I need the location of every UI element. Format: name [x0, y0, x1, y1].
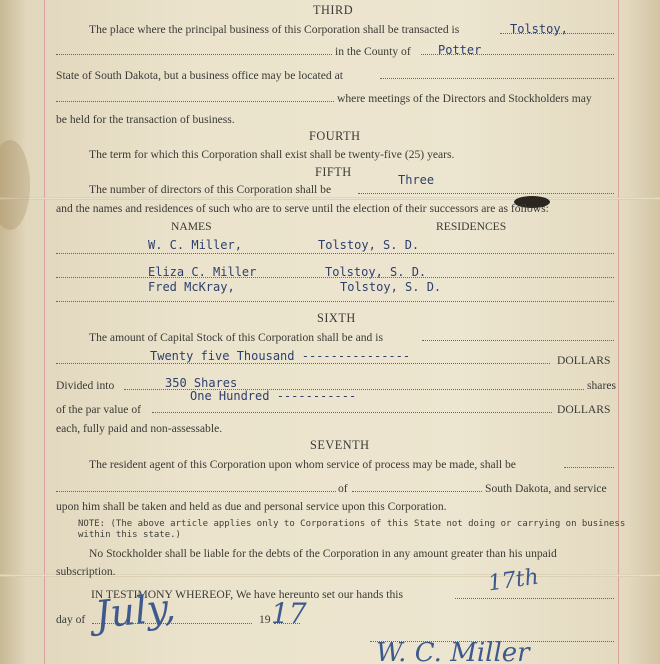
fill-line	[152, 412, 552, 413]
text-line: be held for the transaction of business.	[56, 113, 235, 126]
director-residence: Tolstoy, S. D.	[325, 265, 427, 279]
text-line: in the County of	[335, 45, 411, 58]
text-line: State of South Dakota, but a business office may be located at	[56, 69, 343, 82]
typed-county: Potter	[438, 43, 482, 57]
fill-line	[56, 491, 336, 492]
text-line: where meetings of the Directors and Stockholders may	[337, 92, 592, 105]
fill-line	[56, 277, 614, 278]
fill-line	[56, 253, 614, 254]
heading-fifth: FIFTH	[315, 165, 352, 179]
text-line: upon him shall be taken and held as due and personal service upon this Corporation.	[56, 500, 447, 513]
fill-line	[56, 101, 334, 102]
handwritten-month: July,	[92, 584, 178, 638]
text-line: shares	[587, 379, 616, 392]
paper-stain	[0, 140, 30, 230]
fill-line	[422, 340, 614, 341]
typed-capital-amount: Twenty five Thousand ---------------	[150, 349, 411, 363]
text-line: 19	[259, 613, 271, 626]
fill-line	[56, 54, 332, 55]
heading-third: THIRD	[313, 3, 354, 17]
director-residence: Tolstoy, S. D.	[340, 280, 442, 294]
names-header: NAMES	[171, 220, 212, 233]
text-line: The place where the principal business of this Corporation shall be transacted is	[89, 23, 460, 36]
text-line: The resident agent of this Corporation upon whom service of process may be made, shall be	[89, 458, 516, 471]
margin-rule	[44, 0, 45, 664]
text-line: The amount of Capital Stock of this Corporation shall be and is	[89, 331, 383, 344]
text-line: of	[338, 482, 348, 495]
fill-line	[358, 193, 614, 194]
fold-crease	[0, 197, 660, 200]
director-name: Eliza C. Miller	[148, 265, 257, 279]
text-line: IN TESTIMONY WHEREOF, We have hereunto set our hands this	[91, 588, 403, 601]
text-line: South Dakota, and service	[485, 482, 607, 495]
residences-header: RESIDENCES	[436, 220, 507, 233]
director-name: Fred McKray,	[148, 280, 235, 294]
text-line: The number of directors of this Corporation shall be	[89, 183, 332, 196]
text-line: each, fully paid and non-assessable.	[56, 422, 223, 435]
text-line: and the names and residences of such who are to serve until the election of their successors are as follows:	[56, 202, 549, 215]
director-residence: Tolstoy, S. D.	[318, 238, 420, 252]
text-line: DOLLARS	[557, 403, 611, 416]
text-line: of the par value of	[56, 403, 141, 416]
text-line: subscription.	[56, 565, 116, 578]
note-text: within this state.)	[78, 530, 181, 540]
director-name: W. C. Miller,	[148, 238, 242, 252]
fill-line	[352, 491, 482, 492]
text-line: Divided into	[56, 379, 115, 392]
text-line: No Stockholder shall be liable for the debts of the Corporation in any amount greater than his unpaid	[89, 547, 557, 560]
text-line: The term for which this Corporation shall exist shall be twenty-five (25) years.	[89, 148, 455, 161]
typed-director-count: Three	[398, 173, 435, 187]
text-line: day of	[56, 613, 86, 626]
fill-line	[56, 301, 614, 302]
heading-sixth: SIXTH	[317, 311, 356, 325]
fill-line	[455, 598, 614, 599]
typed-place: Tolstoy,	[510, 22, 568, 36]
note-text: NOTE: (The above article applies only to Corporations of this State not doing or carrying on business	[78, 519, 626, 529]
handwritten-day: 17th	[486, 564, 541, 597]
handwritten-year: 17	[271, 597, 307, 630]
typed-par-value: One Hundred -----------	[190, 389, 357, 403]
margin-rule	[618, 0, 619, 664]
heading-fourth: FOURTH	[309, 129, 361, 143]
fill-line	[564, 467, 614, 468]
fill-line	[56, 363, 550, 364]
fill-line	[380, 78, 614, 79]
typed-shares-count: 350 Shares	[165, 376, 238, 390]
heading-seventh: SEVENTH	[310, 438, 370, 452]
text-line: DOLLARS	[557, 354, 611, 367]
signature: W. C. Miller	[376, 638, 530, 664]
